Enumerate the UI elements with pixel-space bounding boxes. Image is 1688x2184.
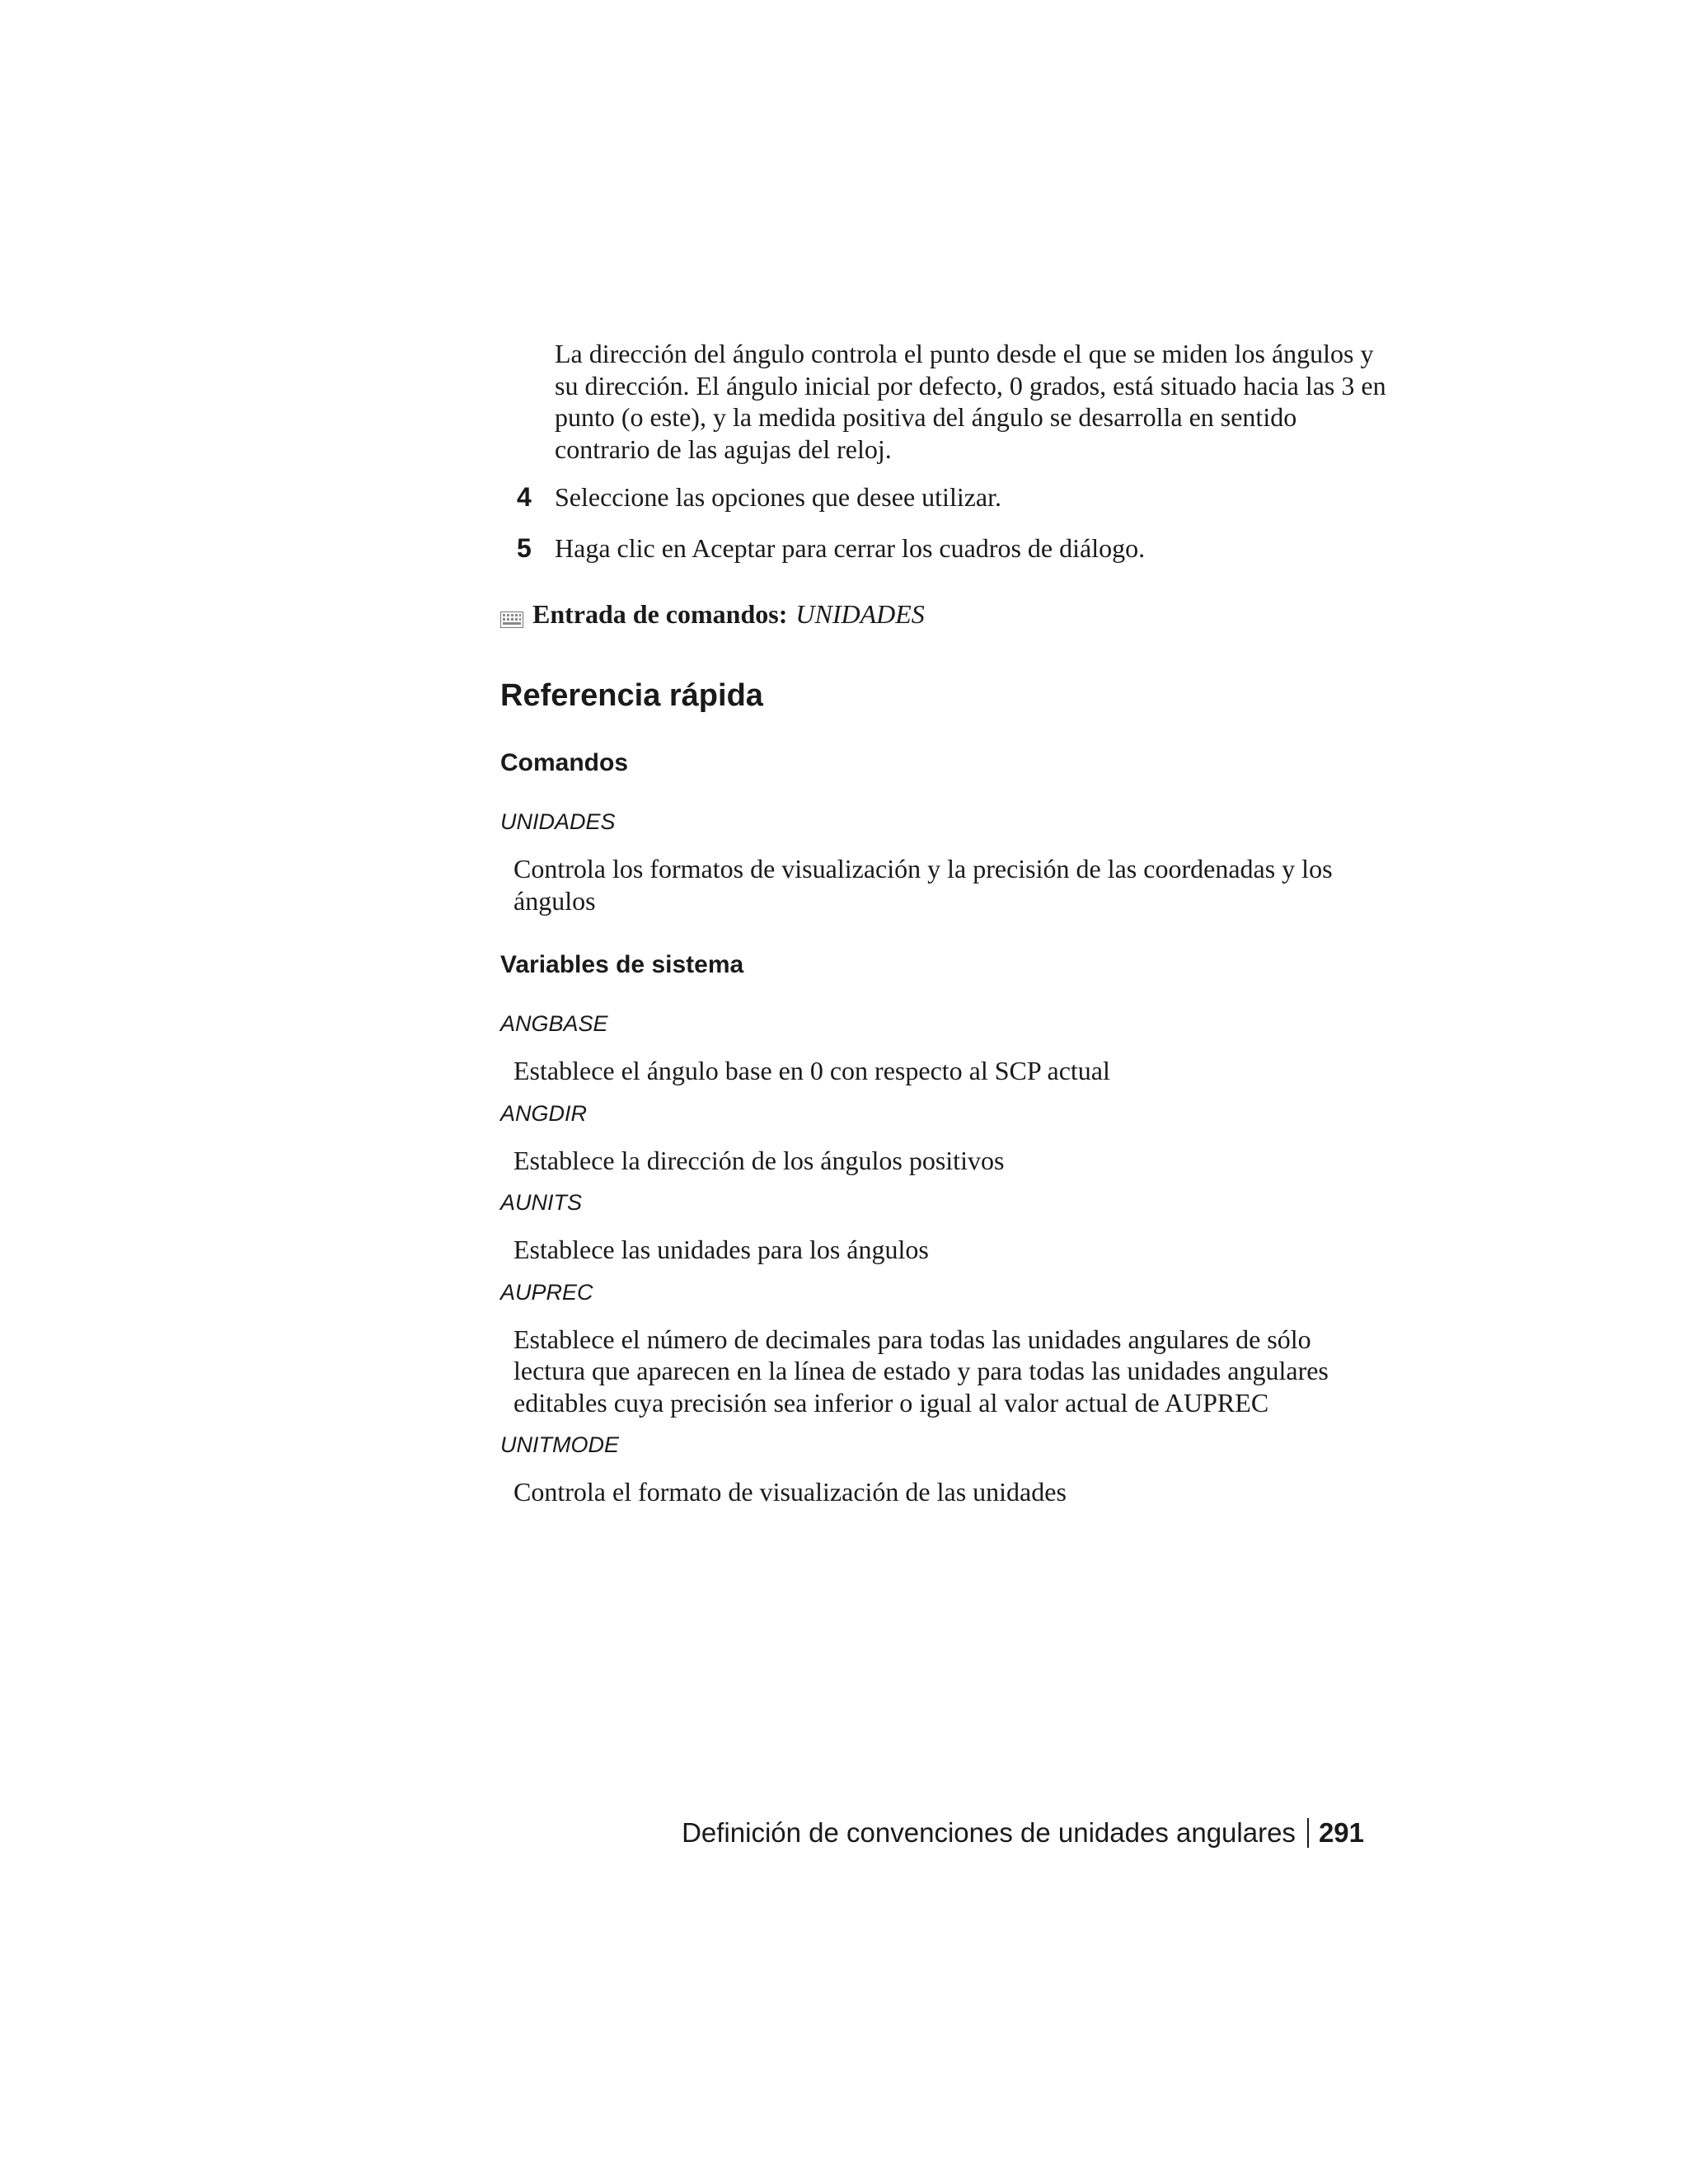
- sysvar-description: Establece las unidades para los ángulos: [513, 1235, 929, 1264]
- sysvar-term: AUNITS: [500, 1190, 583, 1215]
- page-footer: [682, 1816, 1364, 1849]
- sysvars-list: [500, 1010, 1390, 1508]
- sysvar-description: Establece la dirección de los ángulos positivos: [513, 1145, 1005, 1175]
- command-entry: [500, 598, 1390, 630]
- footer-divider: [1307, 1818, 1309, 1848]
- keyboard-icon: [500, 603, 523, 620]
- sysvars-heading: Variables de sistema: [500, 951, 744, 978]
- command-entry-label: Entrada de comandos:: [532, 599, 788, 629]
- commands-list: [500, 808, 1390, 916]
- step-number: 4: [517, 482, 532, 512]
- quick-reference-title: Referencia rápida: [500, 678, 763, 713]
- step-text: Haga clic en Aceptar para cerrar los cuadros de diálogo.: [555, 532, 1146, 563]
- sysvar-term: AUPREC: [500, 1279, 593, 1305]
- command-term: UNIDADES: [500, 809, 616, 834]
- sysvar-description: Establece el número de decimales para todas las unidades angulares de sólo lectura que aparecen en la línea de estado y para todas las unidades angulares editables cuya precisión sea inferior o igual al valor actual de AUPREC: [513, 1324, 1329, 1418]
- commands-heading: Comandos: [500, 749, 629, 776]
- intro-paragraph: La dirección del ángulo controla el punto desde el que se miden los ángulos y su dirección. El ángulo inicial por defecto, 0 grados, está situado hacia las 3 en punto (o este), y la medida positiva del ángulo se desarrolla en sentido contrario de las agujas del reloj.: [555, 339, 1386, 464]
- sysvar-description: Controla el formato de visualización de las unidades: [513, 1477, 1067, 1507]
- sysvar-description: Establece el ángulo base en 0 con respecto al SCP actual: [513, 1056, 1110, 1085]
- step-item: [500, 481, 1390, 513]
- step-text: Seleccione las opciones que desee utilizar.: [555, 482, 1002, 512]
- page-content: [500, 338, 1390, 1508]
- steps-list: [500, 481, 1390, 564]
- sysvar-term: UNITMODE: [500, 1432, 619, 1457]
- page-number: 291: [1318, 1817, 1364, 1848]
- footer-section-title: Definición de convenciones de unidades angulares: [682, 1817, 1296, 1848]
- sysvar-term: ANGBASE: [500, 1011, 608, 1036]
- step-item: [500, 532, 1390, 565]
- step-number: 5: [517, 532, 532, 563]
- command-description: Controla los formatos de visualización y la precisión de las coordenadas y los ángulos: [513, 854, 1333, 916]
- sysvar-term: ANGDIR: [500, 1100, 588, 1126]
- command-entry-value: UNIDADES: [795, 599, 925, 629]
